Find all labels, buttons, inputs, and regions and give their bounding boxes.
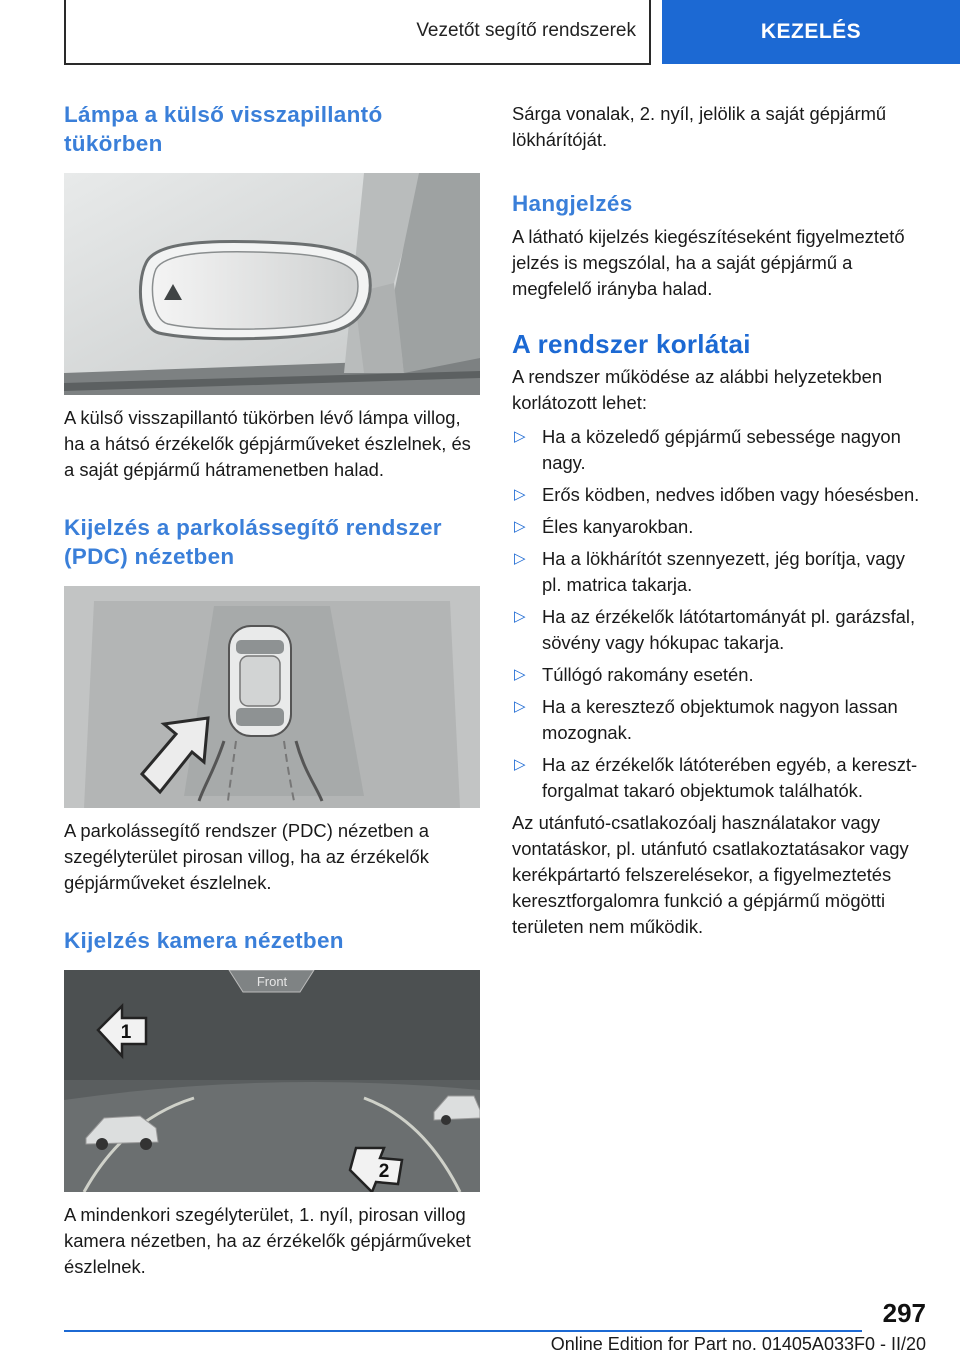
list-item: ▷ Ha az érzékelők látóterében egyéb, a kereszt-forgalmat takaró objektumok találhatók. [514,754,918,801]
limits-list [512,424,926,804]
bullet-triangle-icon: ▷ [514,428,526,445]
header-underline [64,63,651,65]
camera-image-svg [64,970,480,1192]
bullet-triangle-icon: ▷ [514,608,526,625]
list-item: ▷ Erős ködben, nedves időben vagy hóesésben. [512,482,926,508]
heading-camera-display: Kijelzés kamera nézetben [64,928,344,953]
list-item: ▷ Éles kanyarokban. [512,514,926,540]
list-item: ▷ Túllógó rakomány esetén. [512,662,926,688]
caption-camera-display: A mindenkori szegélyterület, 1. nyíl, pirosan villog kamera nézetben, ha az érzékelők gépjárműveket észlelnek. [64,1204,471,1277]
page-number: 297 [882,1298,926,1328]
footer-rule [64,1330,862,1332]
bullet-triangle-icon: ▷ [514,698,526,715]
arrow-1-label: 1 [120,1022,132,1043]
mirror-image-svg [64,173,480,395]
header-divider-right [649,0,651,64]
section-title: Vezetőt segítő rendszerek [416,20,636,41]
camera-illustration [64,970,480,1192]
list-item: ▷ Ha az érzékelők látótartományát pl. garázsfal, sövény vagy hókupac takarja. [514,606,916,653]
car-topview [229,626,291,736]
bullet-triangle-icon: ▷ [514,486,526,503]
chapter-tab[interactable]: KEZELÉS [662,0,960,64]
caption-mirror-lamp: A külső visszapillantó tükörben lévő lámpa villog, ha a hátsó érzékelők gépjárműveket észlelnek, és a saját gépjármű hátramenetben halad. [64,407,471,480]
heading-system-limits: A rendszer korlátai [512,329,751,359]
footer-edition-text: Online Edition for Part no. 01405A033F0 - II/20 [550,1334,926,1354]
paragraph-trailer: Az utánfutó-csatlakozóalj használatakor vagy vontatáskor, pl. utánfutó csatlakoztatásakor vagy kerékpártartó felszerelésekor, a figyelmeztetés keresztforgalomra funkció a gépjármű mögötti területen nem működik. [512,812,909,937]
list-item: ▷ Ha a lökhárítót szennyezett, jég borítja, vagy pl. matrica takarja. [514,548,905,595]
bullet-triangle-icon: ▷ [514,518,526,535]
pdc-illustration [64,586,480,808]
bullet-triangle-icon: ▷ [514,666,526,683]
heading-mirror-lamp: Lámpa a külső visszapillantó tükörben [64,102,383,156]
right-column [512,101,926,940]
list-item: ▷ Ha a közeledő gépjármű sebessége nagyon nagy. [514,426,901,473]
arrow-2-label: 2 [378,1161,390,1182]
paragraph-sound-signal: A látható kijelzés kiegészítéseként figyelmeztető jelzés is megszólal, ha a saját gépjármű a megfelelő irányba halad. [512,226,905,299]
camera-front-label: Front [256,974,288,989]
caption-pdc-display: A parkolássegítő rendszer (PDC) nézetben a szegélyterület pirosan villog, ha az érzékelők gépjárműveket észlelnek. [64,820,429,893]
intro-paragraph: Sárga vonalak, 2. nyíl, jelölik a saját gépjármű lökhárítóját. [512,103,887,150]
bullet-triangle-icon: ▷ [514,756,526,773]
bullet-triangle-icon: ▷ [514,550,526,567]
left-column [64,100,480,1280]
heading-sound-signal: Hangjelzés [512,191,633,216]
paragraph-system-limits: A rendszer működése az alábbi helyzetekben korlátozott lehet: [512,366,883,413]
pdc-image-svg [64,586,480,808]
mirror-illustration [64,173,480,395]
heading-pdc-display: Kijelzés a parkolássegítő rendszer (PDC) nézetben [64,515,442,569]
list-item: ▷ Ha a keresztező objektumok nagyon lassan mozognak. [514,696,898,743]
